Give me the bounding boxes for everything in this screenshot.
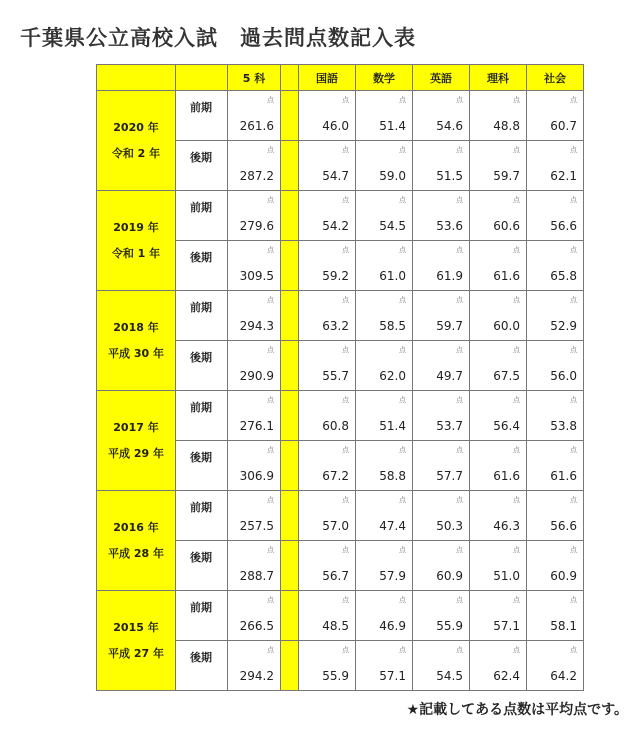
unit-label: 点 — [513, 196, 520, 204]
unit-label: 点 — [570, 496, 577, 504]
unit-label: 点 — [342, 396, 349, 404]
spacer-cell — [281, 641, 299, 691]
score-value: 57.1 — [379, 669, 406, 683]
unit-label: 点 — [570, 446, 577, 454]
score-value: 56.6 — [550, 219, 577, 233]
score-value: 62.1 — [550, 169, 577, 183]
score-value: 57.7 — [436, 469, 463, 483]
score-value: 54.2 — [322, 219, 349, 233]
score-value: 62.0 — [379, 369, 406, 383]
social-score-cell[interactable] — [527, 341, 584, 391]
spacer-cell — [281, 541, 299, 591]
term-label: 前期 — [176, 391, 228, 441]
math-score-cell[interactable] — [356, 641, 413, 691]
english-score-cell[interactable] — [413, 141, 470, 191]
year-cell — [97, 591, 176, 691]
unit-label: 点 — [267, 446, 274, 454]
score-value: 59.7 — [436, 319, 463, 333]
unit-label: 点 — [456, 646, 463, 654]
unit-label: 点 — [342, 146, 349, 154]
science-score-cell[interactable] — [470, 641, 527, 691]
score-value: 60.6 — [493, 219, 520, 233]
unit-label: 点 — [456, 596, 463, 604]
score-value: 257.5 — [239, 519, 274, 533]
english-score-cell[interactable] — [413, 241, 470, 291]
social-score-cell[interactable] — [527, 641, 584, 691]
score-value: 53.8 — [550, 419, 577, 433]
score-value: 62.4 — [493, 669, 520, 683]
term-label: 後期 — [176, 141, 228, 191]
unit-label: 点 — [513, 246, 520, 254]
unit-label: 点 — [456, 446, 463, 454]
unit-label: 点 — [267, 96, 274, 104]
term-label: 前期 — [176, 591, 228, 641]
science-score-cell[interactable] — [470, 241, 527, 291]
english-score-cell[interactable] — [413, 541, 470, 591]
unit-label: 点 — [570, 246, 577, 254]
science-score-cell[interactable] — [470, 141, 527, 191]
score-value: 58.5 — [379, 319, 406, 333]
score-value: 276.1 — [239, 419, 274, 433]
japanese-score-cell[interactable] — [299, 591, 356, 641]
spacer-cell — [281, 91, 299, 141]
unit-label: 点 — [267, 296, 274, 304]
math-score-cell[interactable] — [356, 491, 413, 541]
score-value: 57.1 — [493, 619, 520, 633]
score-value: 287.2 — [239, 169, 274, 183]
unit-label: 点 — [513, 596, 520, 604]
table-row — [97, 291, 584, 341]
unit-label: 点 — [570, 546, 577, 554]
unit-label: 点 — [456, 346, 463, 354]
header-cell-spacer — [281, 65, 299, 91]
english-score-cell[interactable] — [413, 341, 470, 391]
unit-label: 点 — [513, 496, 520, 504]
score-value: 60.8 — [322, 419, 349, 433]
unit-label: 点 — [513, 546, 520, 554]
unit-label: 点 — [267, 496, 274, 504]
unit-label: 点 — [570, 396, 577, 404]
japanese-score-cell[interactable] — [299, 291, 356, 341]
score-value: 57.9 — [379, 569, 406, 583]
unit-label: 点 — [570, 196, 577, 204]
term-label: 後期 — [176, 341, 228, 391]
score-value: 63.2 — [322, 319, 349, 333]
unit-label: 点 — [399, 446, 406, 454]
social-score-cell[interactable] — [527, 241, 584, 291]
year-label: 2020 年 — [113, 120, 159, 134]
unit-label: 点 — [513, 446, 520, 454]
unit-label: 点 — [342, 596, 349, 604]
era-label: 平成 30 年 — [108, 346, 164, 360]
score-value: 58.8 — [379, 469, 406, 483]
spacer-cell — [281, 341, 299, 391]
five-subject-total-cell[interactable] — [228, 191, 281, 241]
year-label: 2015 年 — [113, 620, 159, 634]
spacer-cell — [281, 591, 299, 641]
score-value: 67.5 — [493, 369, 520, 383]
japanese-score-cell[interactable] — [299, 91, 356, 141]
score-value: 60.7 — [550, 119, 577, 133]
science-score-cell[interactable] — [470, 341, 527, 391]
score-value: 61.6 — [493, 469, 520, 483]
score-value: 60.9 — [436, 569, 463, 583]
english-score-cell[interactable] — [413, 591, 470, 641]
unit-label: 点 — [267, 346, 274, 354]
era-label: 平成 29 年 — [108, 446, 164, 460]
unit-label: 点 — [570, 596, 577, 604]
score-value: 47.4 — [379, 519, 406, 533]
five-subject-total-cell[interactable] — [228, 391, 281, 441]
unit-label: 点 — [456, 496, 463, 504]
japanese-score-cell[interactable] — [299, 641, 356, 691]
era-label: 平成 28 年 — [108, 546, 164, 560]
unit-label: 点 — [399, 146, 406, 154]
unit-label: 点 — [570, 296, 577, 304]
score-value: 56.4 — [493, 419, 520, 433]
score-value: 46.9 — [379, 619, 406, 633]
header-cell-year — [97, 65, 176, 91]
english-score-cell[interactable] — [413, 91, 470, 141]
unit-label: 点 — [399, 346, 406, 354]
japanese-score-cell[interactable] — [299, 491, 356, 541]
five-subject-total-cell[interactable] — [228, 441, 281, 491]
five-subject-total-cell[interactable] — [228, 591, 281, 641]
score-value: 49.7 — [436, 369, 463, 383]
term-label: 後期 — [176, 641, 228, 691]
spacer-cell — [281, 391, 299, 441]
score-value: 60.0 — [493, 319, 520, 333]
spacer-cell — [281, 191, 299, 241]
unit-label: 点 — [456, 546, 463, 554]
year-cell — [97, 291, 176, 391]
social-score-cell[interactable] — [527, 591, 584, 641]
social-score-cell[interactable] — [527, 141, 584, 191]
unit-label: 点 — [399, 596, 406, 604]
table-row — [97, 591, 584, 641]
science-score-cell[interactable] — [470, 491, 527, 541]
score-value: 279.6 — [239, 219, 274, 233]
japanese-score-cell[interactable] — [299, 241, 356, 291]
science-score-cell[interactable] — [470, 591, 527, 641]
year-cell — [97, 391, 176, 491]
term-label: 後期 — [176, 241, 228, 291]
unit-label: 点 — [342, 496, 349, 504]
term-label: 前期 — [176, 91, 228, 141]
english-score-cell[interactable] — [413, 291, 470, 341]
score-value: 54.5 — [379, 219, 406, 233]
year-cell — [97, 191, 176, 291]
spacer-cell — [281, 441, 299, 491]
score-value: 60.9 — [550, 569, 577, 583]
score-value: 55.7 — [322, 369, 349, 383]
score-value: 261.6 — [239, 119, 274, 133]
score-value: 309.5 — [239, 269, 274, 283]
unit-label: 点 — [267, 596, 274, 604]
score-value: 61.6 — [550, 469, 577, 483]
score-value: 52.9 — [550, 319, 577, 333]
unit-label: 点 — [399, 196, 406, 204]
five-subject-total-cell[interactable] — [228, 541, 281, 591]
score-value: 51.5 — [436, 169, 463, 183]
unit-label: 点 — [570, 96, 577, 104]
five-subject-total-cell[interactable] — [228, 241, 281, 291]
unit-label: 点 — [399, 546, 406, 554]
score-value: 55.9 — [436, 619, 463, 633]
unit-label: 点 — [267, 646, 274, 654]
english-score-cell[interactable] — [413, 391, 470, 441]
science-score-cell[interactable] — [470, 391, 527, 441]
math-score-cell[interactable] — [356, 291, 413, 341]
score-value: 56.6 — [550, 519, 577, 533]
score-value: 61.6 — [493, 269, 520, 283]
japanese-score-cell[interactable] — [299, 141, 356, 191]
score-value: 53.6 — [436, 219, 463, 233]
science-score-cell[interactable] — [470, 91, 527, 141]
era-label: 令和 2 年 — [111, 146, 161, 160]
unit-label: 点 — [570, 346, 577, 354]
unit-label: 点 — [267, 146, 274, 154]
score-value: 294.3 — [239, 319, 274, 333]
unit-label: 点 — [342, 346, 349, 354]
math-score-cell[interactable] — [356, 541, 413, 591]
score-value: 306.9 — [239, 469, 274, 483]
unit-label: 点 — [399, 96, 406, 104]
five-subject-total-cell[interactable] — [228, 641, 281, 691]
score-value: 290.9 — [239, 369, 274, 383]
score-value: 54.6 — [436, 119, 463, 133]
unit-label: 点 — [456, 196, 463, 204]
unit-label: 点 — [399, 246, 406, 254]
year-label: 2016 年 — [113, 520, 159, 534]
unit-label: 点 — [342, 546, 349, 554]
japanese-score-cell[interactable] — [299, 541, 356, 591]
unit-label: 点 — [342, 196, 349, 204]
score-value: 65.8 — [550, 269, 577, 283]
five-subject-total-cell[interactable] — [228, 291, 281, 341]
score-value: 51.0 — [493, 569, 520, 583]
science-score-cell[interactable] — [470, 191, 527, 241]
year-label: 2019 年 — [113, 220, 159, 234]
era-label: 令和 1 年 — [111, 246, 161, 260]
term-label: 後期 — [176, 441, 228, 491]
unit-label: 点 — [342, 646, 349, 654]
table-row — [97, 191, 584, 241]
social-score-cell[interactable] — [527, 291, 584, 341]
score-value: 59.2 — [322, 269, 349, 283]
header-cell-science: 理科 — [470, 65, 527, 91]
english-score-cell[interactable] — [413, 491, 470, 541]
score-value: 61.0 — [379, 269, 406, 283]
unit-label: 点 — [399, 296, 406, 304]
unit-label: 点 — [267, 546, 274, 554]
unit-label: 点 — [456, 246, 463, 254]
score-value: 266.5 — [239, 619, 274, 633]
year-label: 2018 年 — [113, 320, 159, 334]
social-score-cell[interactable] — [527, 541, 584, 591]
score-value: 64.2 — [550, 669, 577, 683]
score-value: 57.0 — [322, 519, 349, 533]
japanese-score-cell[interactable] — [299, 341, 356, 391]
unit-label: 点 — [513, 346, 520, 354]
unit-label: 点 — [342, 296, 349, 304]
table-row — [97, 91, 584, 141]
social-score-cell[interactable] — [527, 91, 584, 141]
score-value: 54.5 — [436, 669, 463, 683]
math-score-cell[interactable] — [356, 191, 413, 241]
math-score-cell[interactable] — [356, 391, 413, 441]
science-score-cell[interactable] — [470, 441, 527, 491]
footnote: ★記載してある点数は平均点です。 — [406, 702, 628, 718]
header-cell-five-subjects: 5 科 — [228, 65, 281, 91]
unit-label: 点 — [513, 96, 520, 104]
unit-label: 点 — [513, 296, 520, 304]
score-value: 46.3 — [493, 519, 520, 533]
five-subject-total-cell[interactable] — [228, 491, 281, 541]
score-value: 48.8 — [493, 119, 520, 133]
year-label: 2017 年 — [113, 420, 159, 434]
year-cell — [97, 91, 176, 191]
spacer-cell — [281, 241, 299, 291]
header-cell-math: 数学 — [356, 65, 413, 91]
unit-label: 点 — [513, 396, 520, 404]
unit-label: 点 — [342, 246, 349, 254]
score-value: 58.1 — [550, 619, 577, 633]
score-value: 59.0 — [379, 169, 406, 183]
five-subject-total-cell[interactable] — [228, 141, 281, 191]
score-value: 56.0 — [550, 369, 577, 383]
header-cell-english: 英語 — [413, 65, 470, 91]
score-value: 56.7 — [322, 569, 349, 583]
header-cell-social: 社会 — [527, 65, 584, 91]
english-score-cell[interactable] — [413, 441, 470, 491]
unit-label: 点 — [399, 396, 406, 404]
score-value: 59.7 — [493, 169, 520, 183]
score-value: 294.2 — [239, 669, 274, 683]
math-score-cell[interactable] — [356, 141, 413, 191]
english-score-cell[interactable] — [413, 641, 470, 691]
unit-label: 点 — [342, 96, 349, 104]
unit-label: 点 — [513, 646, 520, 654]
header-row — [97, 65, 584, 91]
math-score-cell[interactable] — [356, 341, 413, 391]
unit-label: 点 — [267, 196, 274, 204]
spacer-cell — [281, 491, 299, 541]
term-label: 後期 — [176, 541, 228, 591]
unit-label: 点 — [456, 296, 463, 304]
page-title: 千葉県公立高校入試 過去問点数記入表 — [20, 26, 416, 50]
score-value: 67.2 — [322, 469, 349, 483]
score-value: 54.7 — [322, 169, 349, 183]
science-score-cell[interactable] — [470, 291, 527, 341]
unit-label: 点 — [399, 496, 406, 504]
spacer-cell — [281, 141, 299, 191]
social-score-cell[interactable] — [527, 391, 584, 441]
five-subject-total-cell[interactable] — [228, 341, 281, 391]
score-value: 53.7 — [436, 419, 463, 433]
unit-label: 点 — [267, 396, 274, 404]
era-label: 平成 27 年 — [108, 646, 164, 660]
math-score-cell[interactable] — [356, 241, 413, 291]
social-score-cell[interactable] — [527, 191, 584, 241]
unit-label: 点 — [399, 646, 406, 654]
unit-label: 点 — [267, 246, 274, 254]
unit-label: 点 — [456, 146, 463, 154]
header-cell-term — [176, 65, 228, 91]
term-label: 前期 — [176, 291, 228, 341]
five-subject-total-cell[interactable] — [228, 91, 281, 141]
score-value: 51.4 — [379, 119, 406, 133]
japanese-score-cell[interactable] — [299, 391, 356, 441]
japanese-score-cell[interactable] — [299, 441, 356, 491]
score-value: 51.4 — [379, 419, 406, 433]
year-cell — [97, 491, 176, 591]
term-label: 前期 — [176, 191, 228, 241]
math-score-cell[interactable] — [356, 591, 413, 641]
math-score-cell[interactable] — [356, 91, 413, 141]
math-score-cell[interactable] — [356, 441, 413, 491]
score-value: 46.0 — [322, 119, 349, 133]
unit-label: 点 — [570, 146, 577, 154]
social-score-cell[interactable] — [527, 491, 584, 541]
unit-label: 点 — [513, 146, 520, 154]
score-value: 288.7 — [239, 569, 274, 583]
science-score-cell[interactable] — [470, 541, 527, 591]
unit-label: 点 — [456, 396, 463, 404]
score-table — [96, 64, 584, 691]
score-value: 61.9 — [436, 269, 463, 283]
japanese-score-cell[interactable] — [299, 191, 356, 241]
table-row — [97, 391, 584, 441]
term-label: 前期 — [176, 491, 228, 541]
table-row — [97, 491, 584, 541]
score-value: 48.5 — [322, 619, 349, 633]
social-score-cell[interactable] — [527, 441, 584, 491]
unit-label: 点 — [570, 646, 577, 654]
header-cell-japanese: 国語 — [299, 65, 356, 91]
english-score-cell[interactable] — [413, 191, 470, 241]
unit-label: 点 — [342, 446, 349, 454]
score-value: 55.9 — [322, 669, 349, 683]
score-value: 50.3 — [436, 519, 463, 533]
spacer-cell — [281, 291, 299, 341]
unit-label: 点 — [456, 96, 463, 104]
